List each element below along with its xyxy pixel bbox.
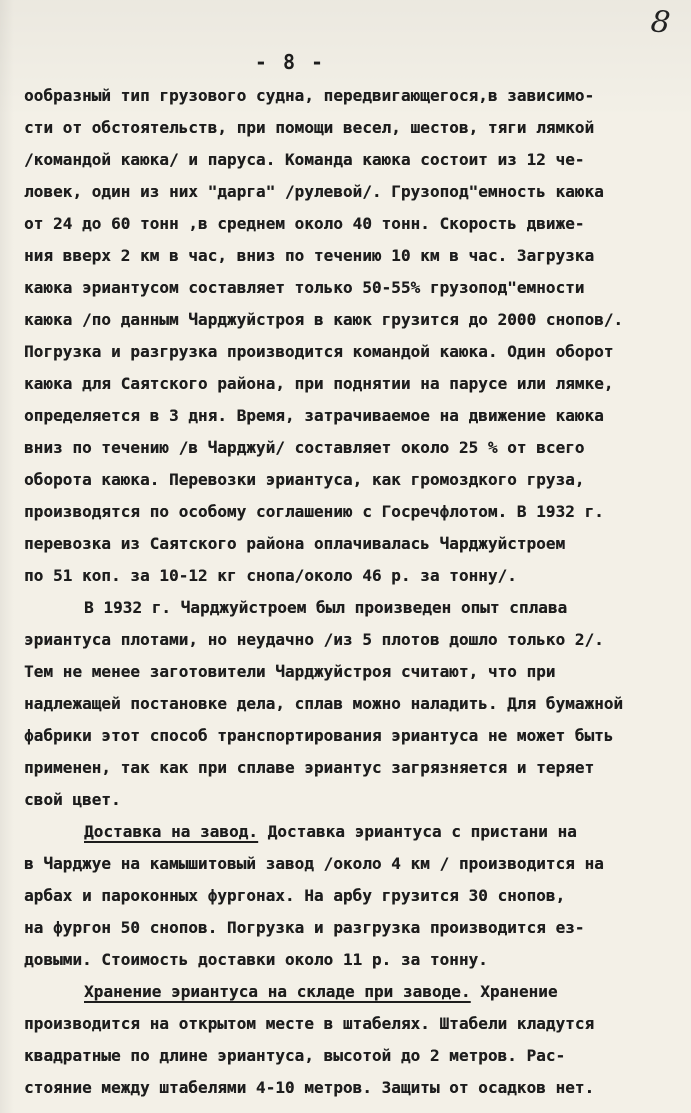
handwritten-page-number: 8 (649, 4, 672, 41)
text-line: Погрузка и разгрузка производится командой каюка. Один оборот (24, 342, 614, 361)
text-line: Тем не менее заготовители Чарджуйстроя считают, что при (24, 662, 556, 681)
text-line: перевозка из Саятского района оплачивалась Чарджуйстроем (24, 534, 566, 553)
text-line: ния вверх 2 км в час, вниз по течению 10 км в час. Загрузка (24, 246, 595, 265)
text-line: производятся по особому соглашению с Госречфлотом. В 1932 г. (24, 502, 604, 521)
text-line: ообразный тип грузового судна, передвигающегося,в зависимо- (24, 86, 595, 105)
storage-heading-continuation: Хранение (480, 982, 558, 1001)
text-line: определяется в 3 дня. Время, затрачиваемое на движение каюка (24, 406, 604, 425)
delivery-heading-continuation: Доставка эриантуса с пристани на (267, 822, 577, 841)
text-line: каюка для Саятского района, при поднятии на парусе или лямке, (24, 374, 614, 393)
text-line: сти от обстоятельств, при помощи весел, шестов, тяги лямкой (24, 118, 595, 137)
text-line: /командой каюка/ и паруса. Команда каюка состоит из 12 че- (24, 150, 585, 169)
delivery-heading-line (24, 816, 664, 848)
text-line: производится на открытом месте в штабелях. Штабели кладутся (24, 1014, 595, 1033)
storage-heading-line (24, 976, 664, 1008)
text-line: от 24 до 60 тонн ,в среднем около 40 тонн. Скорость движе- (24, 214, 585, 233)
document-body (24, 80, 664, 1104)
text-line: арбах и пароконных фургонах. На арбу грузится 30 снопов, (24, 886, 566, 905)
text-line: эриантуса плотами, но неудачно /из 5 плотов дошло только 2/. (24, 630, 604, 649)
text-line: квадратные по длине эриантуса, высотой до 2 метров. Рас- (24, 1046, 566, 1065)
page-number: - 8 - (254, 50, 326, 74)
text-line: на фургон 50 снопов. Погрузка и разгрузка производится ез- (24, 918, 585, 937)
text-line: ловек, один из них "дарга" /рулевой/. Грузопод"емность каюка (24, 182, 604, 201)
text-line: вниз по течению /в Чарджуй/ составляет около 25 % от всего (24, 438, 585, 457)
text-line: оборота каюка. Перевозки эриантуса, как громоздкого груза, (24, 470, 585, 489)
text-line: каюка /по данным Чарджуйстроя в каюк грузится до 2000 снопов/. (24, 310, 624, 329)
delivery-heading: Доставка на завод. (84, 822, 258, 841)
text-line: надлежащей постановке дела, сплав можно наладить. Для бумажной (24, 694, 624, 713)
text-line: применен, так как при сплаве эриантус загрязняется и теряет (24, 758, 595, 777)
text-line: в Чарджуе на камышитовый завод /около 4 км / производится на (24, 854, 604, 873)
paragraph-start-line: В 1932 г. Чарджуйстроем был произведен опыт сплава (84, 598, 568, 617)
text-line: фабрики этот способ транспортирования эриантуса не может быть (24, 726, 614, 745)
text-line: довыми. Стоимость доставки около 11 р. за тонну. (24, 950, 488, 969)
text-line: по 51 коп. за 10-12 кг снопа/около 46 р. за тонну/. (24, 566, 517, 585)
storage-heading: Хранение эриантуса на складе при заводе. (84, 982, 471, 1001)
text-line: стояние между штабелями 4-10 метров. Защиты от осадков нет. (24, 1078, 595, 1097)
text-line: свой цвет. (24, 790, 121, 809)
text-line: каюка эриантусом составляет только 50-55% грузопод"емности (24, 278, 585, 297)
